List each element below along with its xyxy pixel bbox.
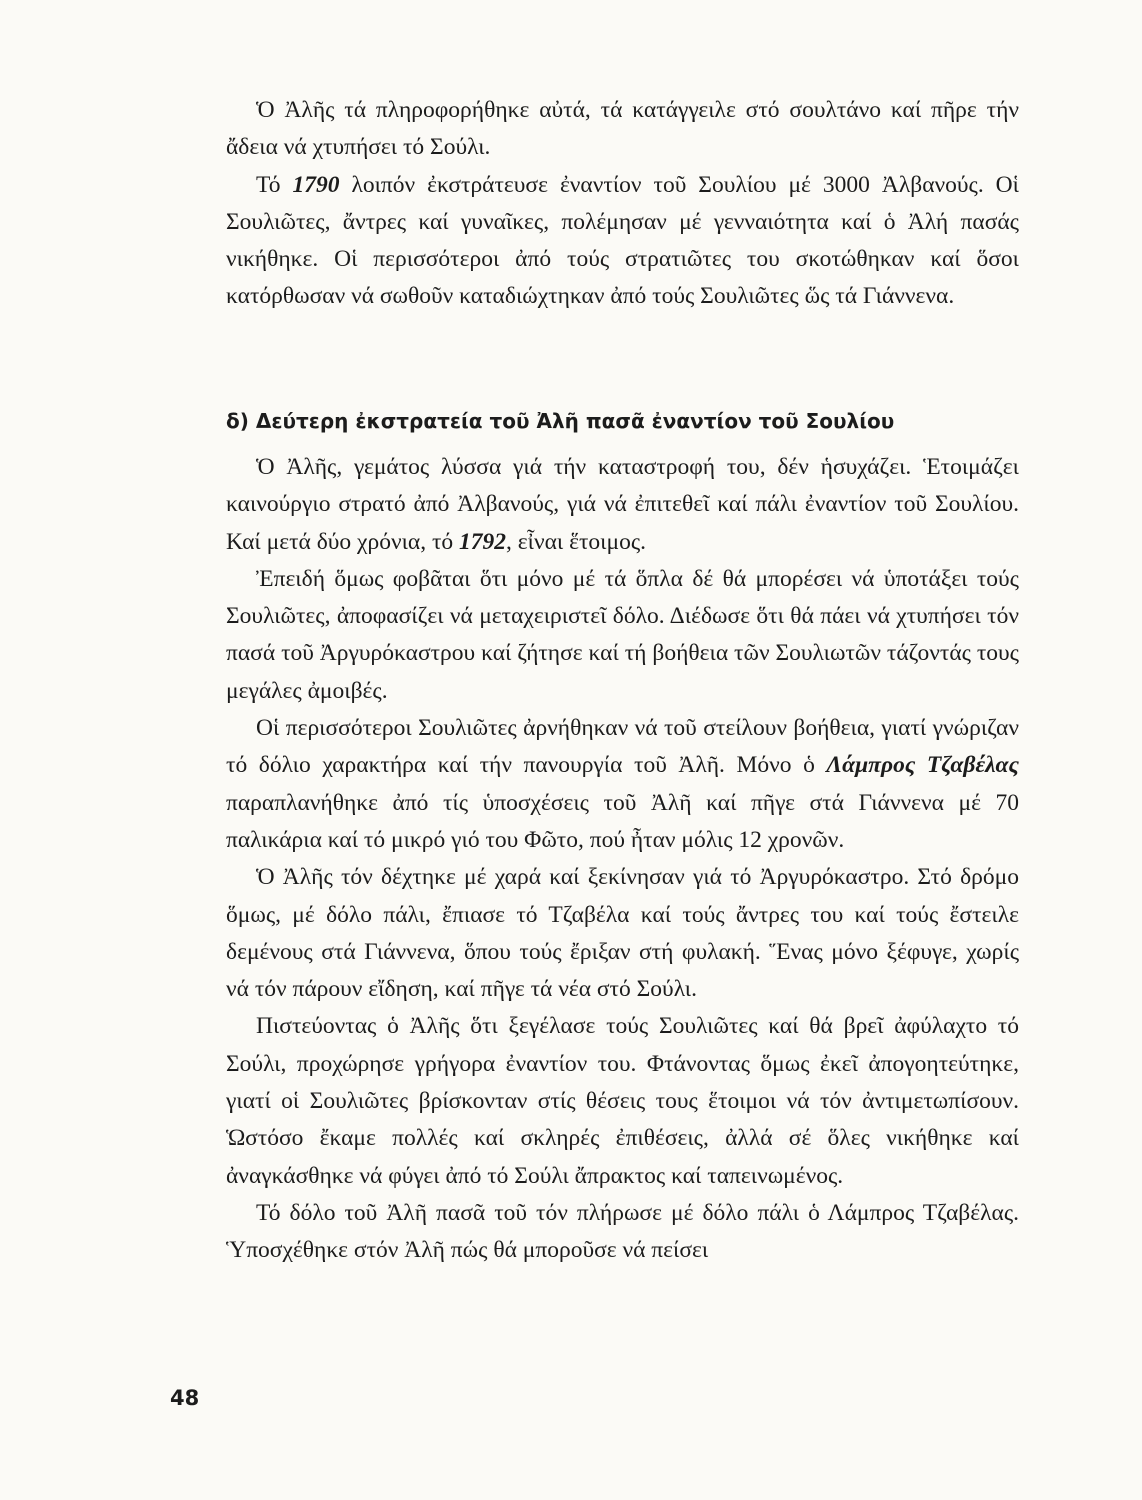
paragraph-text: , εἶναι ἕτοιμος. xyxy=(506,528,647,555)
text-block-top xyxy=(226,92,1019,316)
paragraph: Ὁ Ἀλῆς τόν δέχτηκε μέ χαρά καί ξεκίνησαν γιά τό Ἀργυρόκαστρο. Στό δρόμο ὅμως, μέ δόλο πάλι, ἔπιασε τό Τζαβέλα καί τούς ἄντρες του καί τούς ἔστειλε δεμένους στά Γιάννενα, ὅπου τούς ἔριξαν στή φυλακή. Ἕνας μόνο ξέφυγε, χωρίς νά τόν πάρουν εἴδηση, καί πῆγε τά νέα στό Σούλι. xyxy=(226,864,1019,1003)
paragraph: Ὁ Ἀλῆς τά πληροφορήθηκε αὐτά, τά κατάγγειλε στό σουλτάνο καί πῆρε τήν ἄδεια νά χτυπήσει τό Σούλι. xyxy=(226,97,1019,161)
paragraph xyxy=(226,449,1019,561)
paragraph-text: Οἱ περισσότεροι Σουλιῶτες ἀρνήθηκαν νά τοῦ στείλουν βοήθεια, γιατί γνώριζαν τό δόλιο χαρακτήρα καί τήν πανουργία τοῦ Ἀλῆ. Μόνο ὁ xyxy=(226,715,1019,779)
paragraph: Πιστεύοντας ὁ Ἀλῆς ὅτι ξεγέλασε τούς Σουλιῶτες καί θά βρεῖ ἀφύλαχτο τό Σούλι, προχώρησε γρήγορα ἐναντίον του. Φτάνοντας ὅμως ἐκεῖ ἀπογοητεύτηκε, γιατί οἱ Σουλιῶτες βρίσκονταν στίς θέσεις τους ἕτοιμοι νά τόν ἀντιμετωπίσουν. Ὡστόσο ἔκαμε πολλές καί σκληρές ἐπιθέσεις, ἀλλά σέ ὅλες νικήθηκε καί ἀναγκάσθηκε νά φύγει ἀπό τό Σούλι ἄπρακτος καί ταπεινωμένος. xyxy=(226,1013,1019,1189)
paragraph-text: παραπλανήθηκε ἀπό τίς ὑποσχέσεις τοῦ Ἀλῆ καί πῆγε στά Γιάννενα μέ 70 παλικάρια καί τό μικρό γιό του Φῶτο, πού ἦταν μόλις 12 χρονῶν. xyxy=(226,789,1019,853)
paragraph-text: λοιπόν ἐκστράτευσε ἐναντίον τοῦ Σουλίου μέ 3000 Ἀλβανούς. Οἱ Σουλιῶτες, ἄντρες καί γυναῖκες, πολέμησαν μέ γενναιότητα καί ὁ Ἀλή πασάς νικήθηκε. Οἱ περισσότεροι ἀπό τούς στρατιῶτες του σκοτώθηκαν καί ὅσοι κατόρθωσαν νά σωθοῦν καταδιώχτηκαν ἀπό τούς Σουλιῶτες ὥς τά Γιάννενα. xyxy=(226,171,1019,310)
paragraph-text: Τό xyxy=(256,171,293,198)
year-1792: 1792 xyxy=(459,528,507,555)
section-heading: δ) Δεύτερη ἐκστρατεία τοῦ Ἀλῆ πασᾶ ἐναντίον τοῦ Σουλίου xyxy=(226,409,895,433)
paragraph xyxy=(226,710,1019,859)
text-block-bottom xyxy=(226,449,1019,1270)
year-1790: 1790 xyxy=(292,171,340,198)
paragraph: Τό δόλο τοῦ Ἀλῆ πασᾶ τοῦ τόν πλήρωσε μέ δόλο πάλι ὁ Λάμπρος Τζαβέλας. Ὑποσχέθηκε στόν Ἀλῆ πώς θά μποροῦσε νά πείσει xyxy=(226,1199,1019,1264)
person-name-emphasis: Λάμπρος Τζαβέλας xyxy=(826,752,1019,779)
paragraph: Ἐπειδή ὅμως φοβᾶται ὅτι μόνο μέ τά ὅπλα δέ θά μπορέσει νά ὑποτάξει τούς Σουλιῶτες, ἀποφασίζει νά μεταχειριστεῖ δόλο. Διέδωσε ὅτι θά πάει νά χτυπήσει τόν πασά τοῦ Ἀργυρόκαστρου καί ζήτησε καί τή βοήθεια τῶν Σουλιωτῶν τάζοντάς τους μεγάλες ἀμοιβές. xyxy=(226,565,1019,704)
page-number: 48 xyxy=(170,1386,200,1410)
paragraph-text: Ὁ Ἀλῆς, γεμάτος λύσσα γιά τήν καταστροφή του, δέν ἡσυχάζει. Ἑτοιμάζει καινούργιο στρατό ἀπό Ἀλβανούς, γιά νά ἐπιτεθεῖ καί πάλι ἐναντίον τοῦ Σουλίου. Καί μετά δύο χρόνια, τό xyxy=(226,454,1019,555)
paragraph xyxy=(226,167,1019,316)
